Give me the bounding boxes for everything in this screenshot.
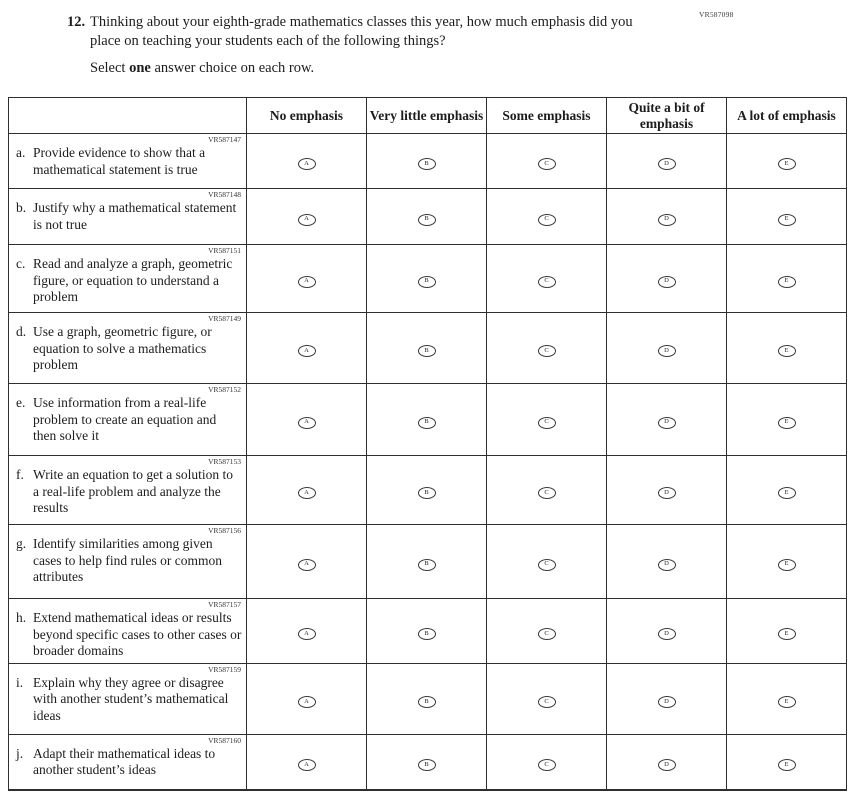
option-cell (727, 525, 847, 599)
option-cell (367, 313, 487, 384)
answer-bubble-h-b[interactable] (418, 628, 436, 640)
option-cell (247, 734, 367, 790)
bubble-letter: D (664, 347, 669, 355)
option-cell (247, 134, 367, 189)
bubble-letter: E (784, 760, 789, 768)
option-cell (487, 525, 607, 599)
row-letter: f. (16, 467, 24, 483)
table-row (9, 456, 847, 525)
answer-bubble-d-c[interactable] (538, 345, 556, 357)
bubble-letter: B (424, 560, 429, 568)
bubble-letter: B (424, 277, 429, 285)
option-cell (367, 134, 487, 189)
answer-bubble-a-b[interactable] (418, 158, 436, 170)
answer-bubble-i-d[interactable] (658, 696, 676, 708)
answer-bubble-b-a[interactable] (298, 214, 316, 226)
option-cell (367, 384, 487, 456)
bubble-letter: B (424, 418, 429, 426)
answer-bubble-g-e[interactable] (778, 559, 796, 571)
option-cell (607, 245, 727, 313)
bubble-letter: B (424, 215, 429, 223)
answer-bubble-a-d[interactable] (658, 158, 676, 170)
answer-bubble-f-e[interactable] (778, 487, 796, 499)
answer-bubble-e-b[interactable] (418, 417, 436, 429)
answer-bubble-i-a[interactable] (298, 696, 316, 708)
row-stem-cell (9, 663, 247, 734)
answer-bubble-a-e[interactable] (778, 158, 796, 170)
row-variable-code: VR587148 (208, 190, 241, 199)
page-variable-code: VR587098 (699, 10, 734, 19)
option-cell (487, 663, 607, 734)
question-number: 12. (67, 14, 86, 30)
bubble-letter: D (664, 629, 669, 637)
answer-bubble-h-c[interactable] (538, 628, 556, 640)
bubble-letter: C (544, 697, 549, 705)
option-cell (367, 663, 487, 734)
row-variable-code: VR587159 (208, 664, 241, 674)
row-variable-code: VR587152 (208, 385, 241, 394)
answer-bubble-f-b[interactable] (418, 487, 436, 499)
option-cell (607, 599, 727, 664)
table-row (9, 663, 847, 734)
bubble-letter: A (304, 418, 309, 426)
option-cell (487, 599, 607, 664)
instruction-prefix: Select (90, 60, 130, 77)
option-cell (367, 245, 487, 313)
option-cell (367, 599, 487, 664)
row-letter: i. (16, 674, 24, 690)
row-stem-text (9, 200, 246, 236)
bubble-letter: E (784, 277, 789, 285)
bubble-letter: B (424, 160, 429, 168)
row-variable-code: VR587156 (208, 526, 241, 535)
bubble-letter: D (664, 277, 669, 285)
row-stem-text (9, 395, 246, 447)
bubble-letter: A (304, 560, 309, 568)
row-variable-code: VR587157 (208, 600, 241, 609)
option-cell (247, 599, 367, 664)
row-variable-code: VR587151 (208, 246, 241, 255)
bubble-letter: D (664, 697, 669, 705)
question-block (67, 13, 656, 78)
option-cell (727, 599, 847, 664)
row-stem-cell (9, 525, 247, 599)
option-cell (487, 384, 607, 456)
bubble-letter: A (304, 347, 309, 355)
answer-bubble-c-c[interactable] (538, 276, 556, 288)
bubble-letter: C (544, 347, 549, 355)
answer-bubble-c-b[interactable] (418, 276, 436, 288)
answer-bubble-b-e[interactable] (778, 214, 796, 226)
option-cell (727, 734, 847, 790)
row-letter: h. (16, 610, 27, 626)
row-text: Explain why they agree or disagree with another student’s mathematical ideas (33, 674, 229, 723)
option-cell (247, 189, 367, 245)
row-text: Extend mathematical ideas or results beyond specific cases to other cases or broader domains (33, 610, 242, 659)
option-cell (367, 734, 487, 790)
header-row (9, 98, 847, 134)
bubble-letter: E (784, 489, 789, 497)
row-stem-text (9, 675, 246, 727)
answer-bubble-c-d[interactable] (658, 276, 676, 288)
instruction-suffix: answer choice on each row. (150, 60, 315, 77)
instruction-line (90, 59, 656, 78)
bubble-letter: E (784, 629, 789, 637)
table-row (9, 189, 847, 245)
row-stem-text (9, 536, 246, 588)
row-stem-cell (9, 384, 247, 456)
answer-bubble-h-a[interactable] (298, 628, 316, 640)
answer-bubble-d-d[interactable] (658, 345, 676, 357)
answer-bubble-j-a[interactable] (298, 759, 316, 771)
option-cell (247, 313, 367, 384)
table-row (9, 734, 847, 790)
row-letter: a. (16, 145, 26, 161)
bubble-letter: D (664, 489, 669, 497)
bubble-letter: E (784, 697, 789, 705)
answer-bubble-d-a[interactable] (298, 345, 316, 357)
option-cell (367, 189, 487, 245)
question-text: Thinking about your eighth-grade mathematics classes this year, how much emphasis did you place on teaching your students each of the following things? (90, 14, 633, 49)
option-cell (487, 245, 607, 313)
table-row (9, 313, 847, 384)
bubble-letter: C (544, 760, 549, 768)
answer-bubble-c-e[interactable] (778, 276, 796, 288)
answer-bubble-g-b[interactable] (418, 559, 436, 571)
bubble-letter: B (424, 697, 429, 705)
bubble-letter: B (424, 629, 429, 637)
table-row (9, 384, 847, 456)
answer-bubble-j-b[interactable] (418, 759, 436, 771)
bubble-letter: B (424, 760, 429, 768)
bubble-letter: B (424, 489, 429, 497)
row-stem-cell (9, 189, 247, 245)
bubble-letter: D (664, 418, 669, 426)
option-cell (607, 134, 727, 189)
row-letter: e. (16, 395, 26, 411)
table-body (9, 134, 847, 791)
bubble-letter: C (544, 489, 549, 497)
column-header-very-little-emphasis: Very little emphasis (367, 98, 487, 134)
bubble-letter: A (304, 760, 309, 768)
row-text: Justify why a mathematical statement is not true (33, 200, 237, 232)
table-row (9, 245, 847, 313)
bubble-letter: E (784, 560, 789, 568)
option-cell (607, 189, 727, 245)
bubble-letter: C (544, 560, 549, 568)
row-stem-text (9, 324, 246, 376)
option-cell (607, 384, 727, 456)
option-cell (487, 189, 607, 245)
row-variable-code: VR587160 (208, 735, 241, 745)
option-cell (727, 384, 847, 456)
row-text: Read and analyze a graph, geometric figure, or equation to understand a problem (33, 256, 233, 305)
bubble-letter: E (784, 347, 789, 355)
option-cell (367, 525, 487, 599)
row-stem-text (9, 610, 246, 662)
bubble-letter: C (544, 215, 549, 223)
option-cell (367, 456, 487, 525)
row-stem-cell (9, 734, 247, 790)
option-cell (247, 663, 367, 734)
row-stem-cell (9, 456, 247, 525)
bubble-letter: A (304, 489, 309, 497)
answer-bubble-h-e[interactable] (778, 628, 796, 640)
row-text: Write an equation to get a solution to a real-life problem and analyze the results (33, 467, 234, 516)
answer-bubble-d-b[interactable] (418, 345, 436, 357)
option-cell (607, 456, 727, 525)
row-text: Use information from a real-life problem to create an equation and then solve it (33, 395, 217, 444)
bubble-letter: A (304, 697, 309, 705)
option-cell (487, 134, 607, 189)
bubble-letter: E (784, 160, 789, 168)
row-letter: b. (16, 200, 27, 216)
option-cell (607, 734, 727, 790)
bubble-letter: D (664, 160, 669, 168)
row-stem-text (9, 256, 246, 308)
answer-bubble-i-e[interactable] (778, 696, 796, 708)
answer-bubble-g-a[interactable] (298, 559, 316, 571)
row-text: Adapt their mathematical ideas to another student’s ideas (33, 745, 216, 778)
row-letter: c. (16, 256, 26, 272)
answer-bubble-d-e[interactable] (778, 345, 796, 357)
row-stem-text (9, 746, 246, 782)
answer-bubble-c-a[interactable] (298, 276, 316, 288)
answer-bubble-g-c[interactable] (538, 559, 556, 571)
column-header-some-emphasis: Some emphasis (487, 98, 607, 134)
option-cell (727, 189, 847, 245)
option-cell (487, 734, 607, 790)
bubble-letter: A (304, 629, 309, 637)
bubble-letter: C (544, 418, 549, 426)
option-cell (487, 313, 607, 384)
row-stem-text (9, 467, 246, 519)
bubble-letter: C (544, 629, 549, 637)
answer-bubble-a-a[interactable] (298, 158, 316, 170)
option-cell (727, 456, 847, 525)
row-variable-code: VR587147 (208, 135, 241, 144)
answer-bubble-b-d[interactable] (658, 214, 676, 226)
answer-bubble-e-c[interactable] (538, 417, 556, 429)
option-cell (607, 663, 727, 734)
answer-bubble-i-c[interactable] (538, 696, 556, 708)
bubble-letter: C (544, 160, 549, 168)
column-header-no-emphasis: No emphasis (247, 98, 367, 134)
column-header-quite-a-bit-of-emphasis: Quite a bit of emphasis (607, 98, 727, 134)
answer-grid-table (8, 97, 847, 791)
option-cell (727, 134, 847, 189)
option-cell (247, 384, 367, 456)
row-stem-cell (9, 134, 247, 189)
option-cell (247, 525, 367, 599)
row-letter: g. (16, 536, 27, 552)
option-cell (727, 245, 847, 313)
bubble-letter: C (544, 277, 549, 285)
answer-bubble-g-d[interactable] (658, 559, 676, 571)
bubble-letter: A (304, 215, 309, 223)
bubble-letter: E (784, 418, 789, 426)
answer-bubble-h-d[interactable] (658, 628, 676, 640)
row-variable-code: VR587153 (208, 457, 241, 466)
bubble-letter: B (424, 347, 429, 355)
option-cell (487, 456, 607, 525)
instruction-bold-word: one (129, 60, 151, 77)
row-variable-code: VR587149 (208, 314, 241, 323)
option-cell (607, 313, 727, 384)
answer-bubble-a-c[interactable] (538, 158, 556, 170)
bubble-letter: E (784, 215, 789, 223)
table-row (9, 599, 847, 664)
option-cell (727, 313, 847, 384)
row-letter: j. (16, 745, 24, 761)
bubble-letter: D (664, 760, 669, 768)
option-cell (247, 456, 367, 525)
answer-bubble-f-c[interactable] (538, 487, 556, 499)
row-label-header (9, 98, 247, 134)
answer-bubble-f-a[interactable] (298, 487, 316, 499)
option-cell (727, 663, 847, 734)
answer-bubble-b-c[interactable] (538, 214, 556, 226)
answer-bubble-b-b[interactable] (418, 214, 436, 226)
row-letter: d. (16, 324, 27, 340)
row-stem-cell (9, 313, 247, 384)
answer-bubble-j-d[interactable] (658, 759, 676, 771)
table-row (9, 134, 847, 189)
option-cell (247, 245, 367, 313)
answer-bubble-e-a[interactable] (298, 417, 316, 429)
row-text: Use a graph, geometric figure, or equation to solve a mathematics problem (33, 324, 212, 373)
row-stem-text (9, 145, 246, 181)
bubble-letter: A (304, 277, 309, 285)
bubble-letter: D (664, 215, 669, 223)
answer-bubble-j-c[interactable] (538, 759, 556, 771)
option-cell (607, 525, 727, 599)
row-stem-cell (9, 245, 247, 313)
answer-bubble-e-e[interactable] (778, 417, 796, 429)
answer-bubble-j-e[interactable] (778, 759, 796, 771)
table-row (9, 525, 847, 599)
bubble-letter: A (304, 160, 309, 168)
row-stem-cell (9, 599, 247, 664)
answer-bubble-f-d[interactable] (658, 487, 676, 499)
answer-bubble-e-d[interactable] (658, 417, 676, 429)
column-header-a-lot-of-emphasis: A lot of emphasis (727, 98, 847, 134)
answer-bubble-i-b[interactable] (418, 696, 436, 708)
row-text: Provide evidence to show that a mathematical statement is true (33, 145, 206, 177)
row-text: Identify similarities among given cases to help find rules or common attributes (33, 536, 222, 585)
bubble-letter: D (664, 560, 669, 568)
